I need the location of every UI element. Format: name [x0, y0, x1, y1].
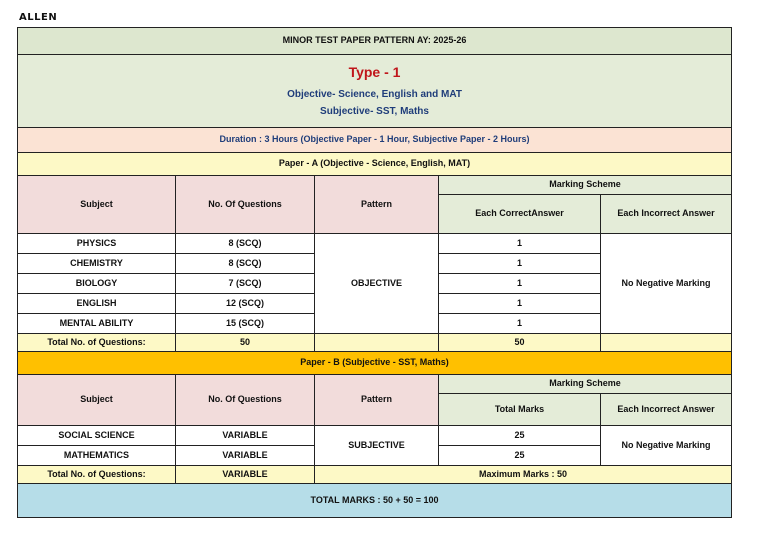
questions-cell: 15 (SCQ) [176, 314, 315, 334]
grand-total: TOTAL MARKS : 50 + 50 = 100 [18, 484, 732, 518]
negative-marking-cell: No Negative Marking [601, 234, 732, 334]
col-header-questions: No. Of Questions [176, 375, 315, 426]
max-marks: Maximum Marks : 50 [315, 466, 732, 484]
marks-cell: 25 [439, 426, 601, 446]
page-title: MINOR TEST PAPER PATTERN AY: 2025-26 [18, 28, 732, 55]
questions-cell: VARIABLE [176, 446, 315, 466]
marks-cell: 1 [439, 254, 601, 274]
total-questions: VARIABLE [176, 466, 315, 484]
type-label: Type - 1 [348, 64, 401, 81]
col-header-incorrect: Each Incorrect Answer [601, 394, 732, 426]
marks-cell: 1 [439, 294, 601, 314]
marks-cell: 1 [439, 234, 601, 254]
type-block [18, 55, 732, 128]
col-header-marking-scheme: Marking Scheme [439, 375, 732, 394]
col-header-marking-scheme: Marking Scheme [439, 176, 732, 195]
col-header-correct: Each CorrectAnswer [439, 195, 601, 234]
paper-b-heading: Paper - B (Subjective - SST, Maths) [18, 352, 732, 375]
total-marks: 50 [439, 334, 601, 352]
total-label: Total No. of Questions: [18, 466, 176, 484]
paper-b-total-row [18, 466, 732, 484]
pattern-cell: OBJECTIVE [315, 234, 439, 334]
pattern-cell: SUBJECTIVE [315, 426, 439, 466]
subject-cell: ENGLISH [18, 294, 176, 314]
marks-cell: 1 [439, 274, 601, 294]
brand-logo: ALLEN [19, 12, 58, 23]
negative-marking-cell: No Negative Marking [601, 426, 732, 466]
col-header-pattern: Pattern [315, 176, 439, 234]
objective-line: Objective- Science, English and MAT [287, 88, 462, 100]
col-header-questions: No. Of Questions [176, 176, 315, 234]
col-header-total-marks: Total Marks [439, 394, 601, 426]
paper-a-total-row [18, 334, 732, 352]
duration-row: Duration : 3 Hours (Objective Paper - 1 Hour, Subjective Paper - 2 Hours) [18, 128, 732, 153]
total-empty-cell [315, 334, 439, 352]
col-header-subject: Subject [18, 176, 176, 234]
subjective-line: Subjective- SST, Maths [320, 105, 429, 117]
total-empty-cell [601, 334, 732, 352]
col-header-pattern: Pattern [315, 375, 439, 426]
subject-cell: PHYSICS [18, 234, 176, 254]
subject-cell: SOCIAL SCIENCE [18, 426, 176, 446]
total-label: Total No. of Questions: [18, 334, 176, 352]
questions-cell: 7 (SCQ) [176, 274, 315, 294]
subject-cell: MENTAL ABILITY [18, 314, 176, 334]
marks-cell: 1 [439, 314, 601, 334]
paper-a-heading: Paper - A (Objective - Science, English, MAT) [18, 153, 732, 176]
table-row [18, 234, 732, 254]
subject-cell: MATHEMATICS [18, 446, 176, 466]
table-row [18, 426, 732, 446]
questions-cell: 8 (SCQ) [176, 234, 315, 254]
questions-cell: 12 (SCQ) [176, 294, 315, 314]
col-header-subject: Subject [18, 375, 176, 426]
col-header-incorrect: Each Incorrect Answer [601, 195, 732, 234]
subject-cell: BIOLOGY [18, 274, 176, 294]
paper-pattern-table [17, 27, 732, 518]
questions-cell: VARIABLE [176, 426, 315, 446]
subject-cell: CHEMISTRY [18, 254, 176, 274]
questions-cell: 8 (SCQ) [176, 254, 315, 274]
marks-cell: 25 [439, 446, 601, 466]
total-questions: 50 [176, 334, 315, 352]
